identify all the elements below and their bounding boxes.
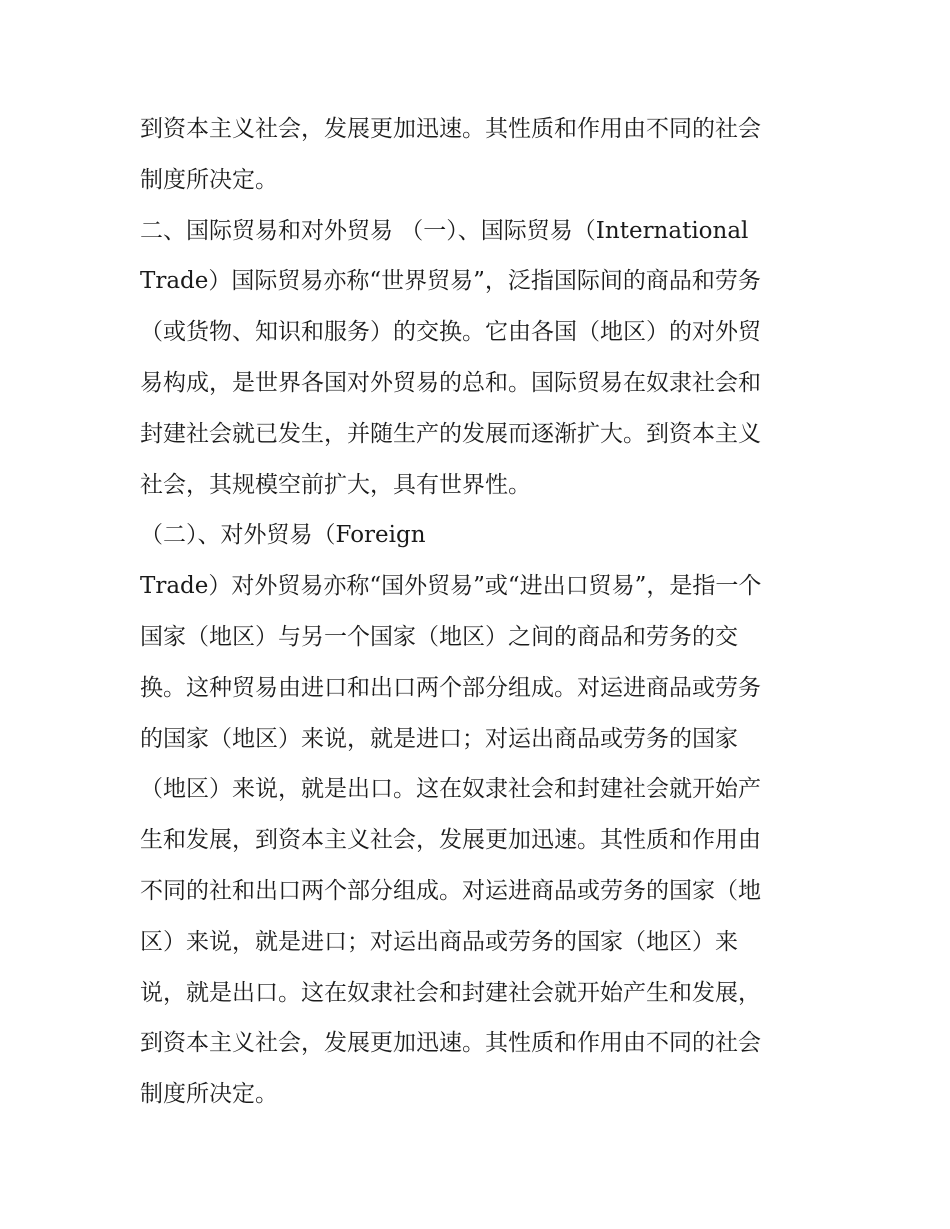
text-line: 区）来说，就是进口；对运出商品或劳务的国家（地区）来 xyxy=(140,928,738,955)
text-line: 国家（地区）与另一个国家（地区）之间的商品和劳务的交 xyxy=(140,623,738,650)
section-heading-line: 二、国际贸易和对外贸易 （一）、国际贸易（International xyxy=(140,217,749,244)
body-text xyxy=(140,104,820,1120)
text-line: 到资本主义社会，发展更加迅速。其性质和作用由不同的社会 xyxy=(140,1030,761,1057)
text-line: 制度所决定。 xyxy=(140,166,278,193)
text-line: 换。这种贸易由进口和出口两个部分组成。对运进商品或劳务 xyxy=(140,674,761,701)
text-line: 的国家（地区）来说，就是进口；对运出商品或劳务的国家 xyxy=(140,725,738,752)
text-line: Trade）国际贸易亦称“世界贸易”，泛指国际间的商品和劳务 xyxy=(140,268,761,295)
text-line: 不同的社和出口两个部分组成。对运进商品或劳务的国家（地 xyxy=(140,877,761,904)
text-line: （或货物、知识和服务）的交换。它由各国（地区）的对外贸 xyxy=(140,319,761,346)
text-line: 说，就是出口。这在奴隶社会和封建社会就开始产生和发展， xyxy=(140,979,761,1006)
text-line: 易构成，是世界各国对外贸易的总和。国际贸易在奴隶社会和 xyxy=(140,369,761,396)
subsection-heading-line: （二）、对外贸易（Foreign xyxy=(140,522,426,549)
text-line: Trade）对外贸易亦称“国外贸易”或“进出口贸易”，是指一个 xyxy=(140,573,762,600)
text-line: 到资本主义社会，发展更加迅速。其性质和作用由不同的社会 xyxy=(140,116,761,142)
text-line: 封建社会就已发生，并随生产的发展而逐渐扩大。到资本主义 xyxy=(140,420,761,447)
text-line: 生和发展，到资本主义社会，发展更加迅速。其性质和作用由 xyxy=(140,827,761,854)
text-line: 社会，其规模空前扩大，具有世界性。 xyxy=(140,471,531,498)
text-line: （地区）来说，就是出口。这在奴隶社会和封建社会就开始产 xyxy=(140,776,761,803)
text-line: 制度所决定。 xyxy=(140,1081,278,1108)
